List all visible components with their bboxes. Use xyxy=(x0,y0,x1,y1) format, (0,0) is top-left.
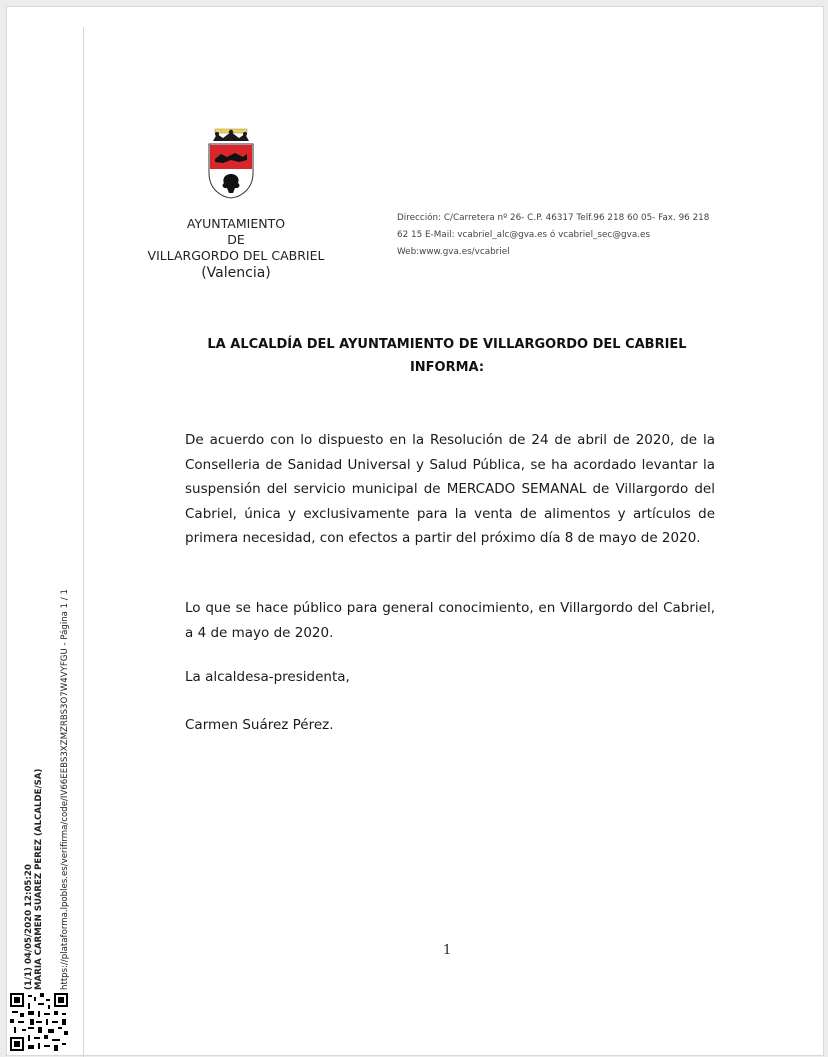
signature-stamp xyxy=(24,769,44,990)
contact-address: Dirección: C/Carretera nº 26- C.P. 46317 Telf.96 218 60 05- Fax. 96 218 xyxy=(397,213,710,223)
paragraph-resolution: De acuerdo con lo dispuesto en la Resolución de 24 de abril de 2020, de la Conselleria de Sanidad Universal y Salud Pública, se ha acordado levantar la suspensión del servicio municipal de MERCADO SEMANAL de Villargordo del Cabriel, única y exclusivamente para la venta de alimentos y artículos de primera necesidad, con efectos a partir del próximo día 8 de mayo de 2020. xyxy=(185,432,715,546)
signature-name: Carmen Suárez Pérez. xyxy=(185,717,334,733)
org-line-3: VILLARGORDO DEL CABRIEL xyxy=(147,248,325,263)
document-heading xyxy=(157,333,737,379)
municipality-block xyxy=(147,216,325,282)
signature-stamp-signer: MARIA CARMEN SUAREZ PEREZ (ALCALDE/SA) xyxy=(34,768,44,990)
contact-email: 62 15 E-Mail: vcabriel_alc@gva.es ó vcabriel_sec@gva.es xyxy=(397,230,651,240)
signature-stamp-date: (1/1) 04/05/2020 12:05:20 xyxy=(24,864,34,990)
org-line-2: DE xyxy=(227,232,245,247)
org-line-4: (Valencia) xyxy=(201,265,271,281)
heading-line-1: LA ALCALDÍA DEL AYUNTAMIENTO DE VILLARGORDO DEL CABRIEL xyxy=(207,337,687,352)
org-line-1: AYUNTAMIENTO xyxy=(186,216,286,231)
contact-info xyxy=(397,210,727,261)
contact-web: Web:www.gva.es/vcabriel xyxy=(397,247,510,257)
coat-of-arms-logo xyxy=(205,127,257,199)
verification-url[interactable]: https://plataforma.lpobles.es/verifirma/code/IV66EEBS3XZMZRBS3O7W4VYFGU - Página 1 / 1 xyxy=(60,589,70,990)
heading-line-2: INFORMA: xyxy=(409,360,485,375)
page-number: 1 xyxy=(443,943,452,958)
paragraph-public-notice: Lo que se hace público para general conocimiento, en Villargordo del Cabriel, a 4 de mayo de 2020. xyxy=(185,600,715,641)
margin-rule xyxy=(83,27,84,1057)
closing-line: La alcaldesa-presidenta, xyxy=(185,669,350,685)
qr-code xyxy=(10,993,68,1051)
document-page xyxy=(6,6,824,1056)
